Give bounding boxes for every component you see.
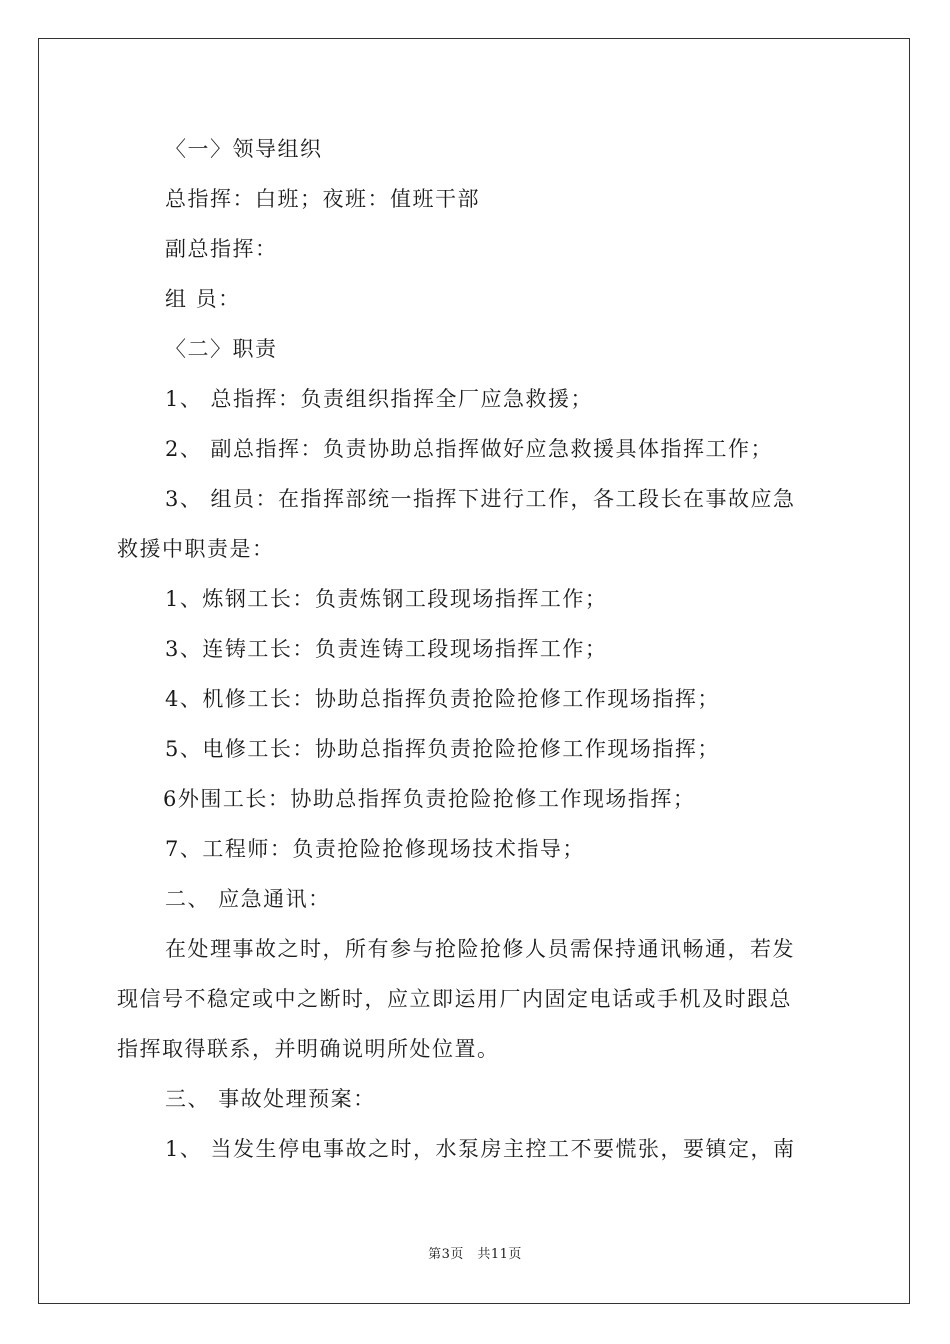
text-line: 1、炼钢工长：负责炼钢工段现场指挥工作； bbox=[165, 587, 608, 611]
text-line: 救援中职责是： bbox=[117, 537, 275, 561]
section-heading-accident-plan: 三、 事故处理预案： bbox=[165, 1087, 376, 1111]
section-heading-leadership: 〈一〉领导组织 bbox=[165, 137, 323, 161]
text-line: 组 员： bbox=[165, 287, 241, 311]
text-line: 在处理事故之时，所有参与抢险抢修人员需保持通讯畅通，若发 bbox=[165, 937, 795, 961]
text-line: 副总指挥： bbox=[165, 237, 278, 261]
text-line: 1、 总指挥：负责组织指挥全厂应急救援； bbox=[165, 387, 594, 411]
text-line: 5、电修工长：协助总指挥负责抢险抢修工作现场指挥； bbox=[165, 737, 720, 761]
page-number-footer: 第3页 共11页 bbox=[428, 1247, 522, 1262]
text-line: 6外围工长：协助总指挥负责抢险抢修工作现场指挥； bbox=[163, 787, 696, 811]
text-line: 指挥取得联系，并明确说明所处位置。 bbox=[117, 1037, 500, 1061]
text-line: 3、 组员：在指挥部统一指挥下进行工作，各工段长在事故应急 bbox=[165, 487, 796, 511]
section-heading-duties: 〈二〉职责 bbox=[165, 337, 278, 361]
text-line: 4、机修工长：协助总指挥负责抢险抢修工作现场指挥； bbox=[165, 687, 720, 711]
text-line: 2、 副总指挥：负责协助总指挥做好应急救援具体指挥工作； bbox=[165, 437, 774, 461]
text-line: 1、 当发生停电事故之时，水泵房主控工不要慌张，要镇定，南 bbox=[165, 1137, 796, 1161]
text-line: 7、工程师：负责抢险抢修现场技术指导； bbox=[165, 837, 585, 861]
text-line: 总指挥：白班；夜班：值班干部 bbox=[165, 187, 480, 211]
page-border bbox=[38, 38, 910, 1304]
text-line: 现信号不稳定或中之断时，应立即运用厂内固定电话或手机及时跟总 bbox=[117, 987, 792, 1011]
text-line: 3、连铸工长：负责连铸工段现场指挥工作； bbox=[165, 637, 608, 661]
section-heading-communication: 二、 应急通讯： bbox=[165, 887, 331, 911]
